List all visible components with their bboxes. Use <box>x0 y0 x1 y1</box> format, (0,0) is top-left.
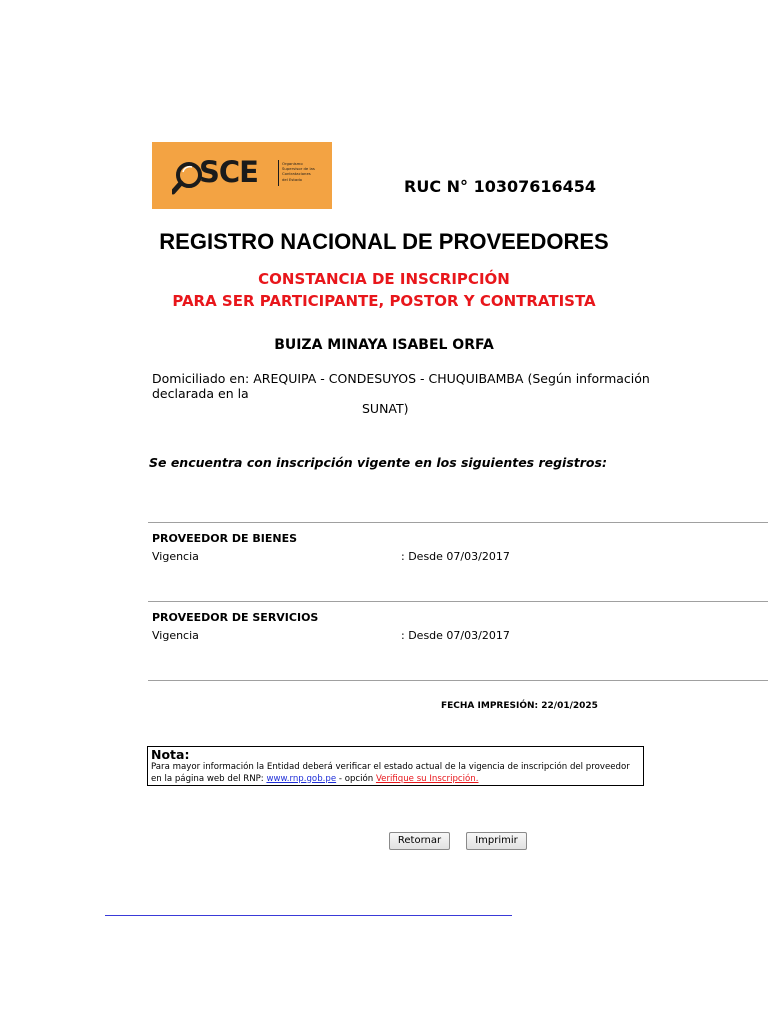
nota-title: Nota: <box>151 747 190 762</box>
osce-logo <box>152 142 332 209</box>
logo-subtitle-line: Organismo <box>282 161 303 166</box>
logo-divider <box>278 160 279 186</box>
registro-title-bienes: PROVEEDOR DE BIENES <box>152 532 298 545</box>
fecha-impresion: FECHA IMPRESIÓN: 22/01/2025 <box>441 701 598 711</box>
subtitle-line-2: PARA SER PARTICIPANTE, POSTOR Y CONTRATISTA <box>172 292 596 310</box>
divider <box>148 680 768 681</box>
nota-box <box>147 746 644 786</box>
divider <box>148 522 768 523</box>
bottom-divider <box>105 915 512 916</box>
domicilio-text <box>152 371 672 416</box>
divider <box>148 601 768 602</box>
subtitle-line-1: CONSTANCIA DE INSCRIPCIÓN <box>258 270 510 288</box>
verify-inscription-link[interactable]: Verifique su Inscripción. <box>375 773 479 784</box>
logo-subtitle-line: Supervisor de las <box>282 166 315 172</box>
rnp-link[interactable]: www.rnp.gob.pe <box>266 773 337 784</box>
registro-value-bienes: : Desde 07/03/2017 <box>401 550 510 563</box>
logo-subtitle <box>282 161 328 182</box>
retornar-button[interactable]: Retornar <box>389 832 450 850</box>
nota-text-before: Para mayor información la Entidad deberá verificar el estado actual de la vigencia de inscripción del proveedor en la página web del RNP: <box>151 762 630 784</box>
logo-wordmark: SCE <box>199 155 258 189</box>
registro-label-servicios: Vigencia <box>152 629 199 642</box>
page-title: REGISTRO NACIONAL DE PROVEEDORES <box>159 229 609 254</box>
logo-subtitle-line: del Estado <box>282 176 302 182</box>
nota-text-middle: - opción <box>336 773 376 784</box>
registro-label-bienes: Vigencia <box>152 550 199 563</box>
domicilio-line-2: SUNAT) <box>362 401 409 416</box>
imprimir-button[interactable]: Imprimir <box>466 832 527 850</box>
ruc-number: RUC N° 10307616454 <box>404 177 597 196</box>
provider-name: BUIZA MINAYA ISABEL ORFA <box>274 337 494 353</box>
logo-subtitle-line: Contrataciones <box>282 171 311 177</box>
registros-intro: Se encuentra con inscripción vigente en los siguientes registros: <box>149 455 607 470</box>
nota-text <box>151 762 640 785</box>
domicilio-line-1: Domiciliado en: AREQUIPA - CONDESUYOS - CHUQUIBAMBA (Según información declarada en la <box>152 371 650 401</box>
registro-title-servicios: PROVEEDOR DE SERVICIOS <box>152 611 319 624</box>
registro-value-servicios: : Desde 07/03/2017 <box>401 629 510 642</box>
